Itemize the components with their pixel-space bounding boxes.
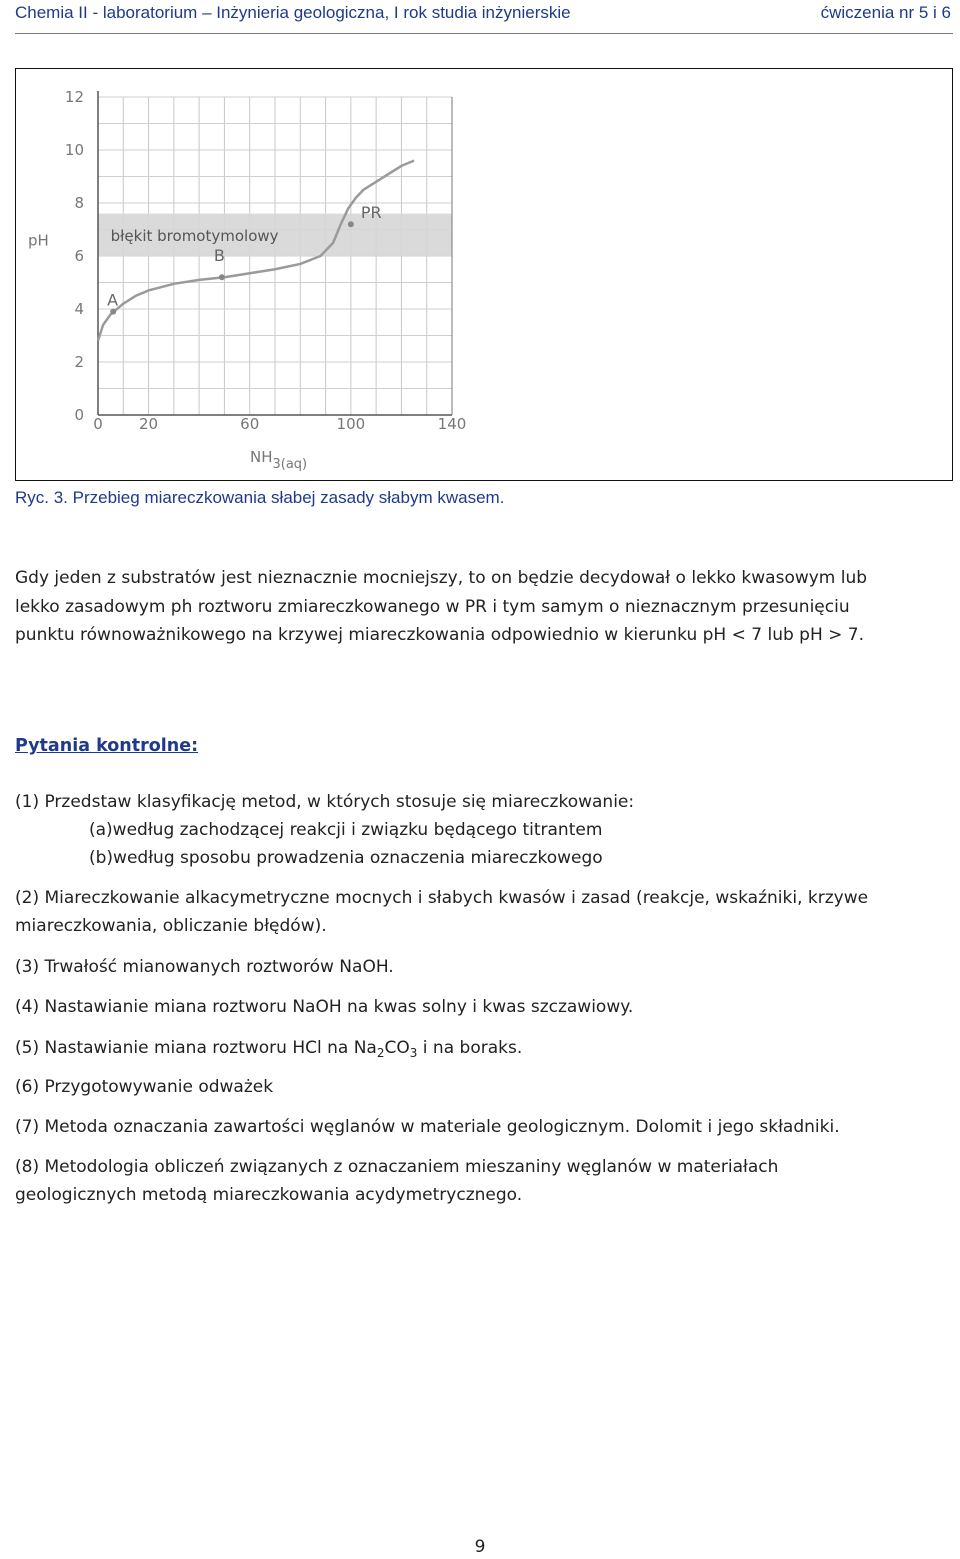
question-text: (1) Przedstaw klasyfikację metod, w których stosuje się miareczkowanie: xyxy=(15,792,635,812)
titration-chart xyxy=(16,69,952,480)
y-tick-label: 10 xyxy=(64,141,84,159)
question-subitem: (b)według sposobu prowadzenia oznaczenia miareczkowego xyxy=(89,848,603,868)
indicator-band-label: błękit bromotymolowy xyxy=(110,226,279,245)
q5-text-mid: CO xyxy=(384,1038,410,1058)
question-6 xyxy=(15,1073,950,1101)
question-text: (4) Nastawianie miana roztworu NaOH na kwas solny i kwas szczawiowy. xyxy=(15,997,634,1017)
q5-subscript: 3 xyxy=(409,1046,418,1060)
x-tick-label: 0 xyxy=(93,415,103,433)
y-axis-label: pH xyxy=(28,231,49,250)
y-tick-label: 6 xyxy=(74,247,84,265)
question-1 xyxy=(15,788,950,872)
question-text: geologicznych metodą miareczkowania acydymetrycznego. xyxy=(15,1185,523,1205)
x-axis-label-subscript: 3(aq) xyxy=(272,457,308,472)
question-7 xyxy=(15,1113,950,1141)
page-header xyxy=(15,0,953,34)
section-title-control-questions: Pytania kontrolne: xyxy=(15,736,199,756)
figure-frame xyxy=(15,68,953,481)
question-text: (8) Metodologia obliczeń związanych z oznaczaniem mieszaniny węglanów w materiałach xyxy=(15,1157,779,1177)
x-tick-label: 20 xyxy=(139,415,159,433)
question-text: (6) Przygotowywanie odważek xyxy=(15,1077,274,1097)
paragraph-line: punktu równoważnikowego na krzywej miareczkowania odpowiednio w kierunku pH < 7 lub pH > 7. xyxy=(15,625,865,645)
x-tick-label: 100 xyxy=(336,415,366,433)
question-4 xyxy=(15,993,950,1021)
question-text: (2) Miareczkowanie alkacymetryczne mocnych i słabych kwasów i zasad (reakcje, wskaźniki, krzywe xyxy=(15,888,869,908)
paragraph-line: lekko zasadowym ph roztworu zmiareczkowanego w PR i tym samym o nieznacznym przesunięciu xyxy=(15,596,850,617)
annotation-point xyxy=(219,274,225,280)
body-paragraph xyxy=(15,564,950,650)
question-text: miareczkowania, obliczanie błędów). xyxy=(15,916,327,936)
question-3 xyxy=(15,953,950,981)
y-tick-label: 8 xyxy=(74,194,84,212)
q5-text-end: i na boraks. xyxy=(417,1038,523,1058)
header-exercise-number: ćwiczenia nr 5 i 6 xyxy=(820,3,951,22)
annotation-label: PR xyxy=(360,203,382,223)
question-2 xyxy=(15,884,950,940)
question-8 xyxy=(15,1153,950,1209)
annotation-label: B xyxy=(213,246,225,266)
question-subitem: (a)według zachodzącej reakcji i związku będącego titrantem xyxy=(89,820,603,840)
header-course-title: Chemia II - laboratorium – Inżynieria geologiczna, I rok studia inżynierskie xyxy=(15,3,571,22)
question-5 xyxy=(15,1034,950,1067)
question-text xyxy=(15,1034,950,1067)
x-axis-label-base: NH xyxy=(250,448,273,466)
q5-subscript: 2 xyxy=(376,1046,385,1060)
y-tick-label: 4 xyxy=(74,300,84,318)
figure-caption: Ryc. 3. Przebieg miareczkowania słabej zasady słabym kwasem. xyxy=(15,488,505,507)
page-number: 9 xyxy=(474,1537,486,1557)
q5-text-start: (5) Nastawianie miana roztworu HCl na Na xyxy=(15,1038,377,1058)
annotation-label: A xyxy=(107,290,119,310)
paragraph-line: Gdy jeden z substratów jest nieznacznie mocniejszy, to on będzie decydował o lekko kwasowym lub xyxy=(15,568,868,588)
y-tick-label: 2 xyxy=(74,353,84,371)
question-text: (3) Trwałość mianowanych roztworów NaOH. xyxy=(15,957,394,977)
y-tick-label: 0 xyxy=(74,406,84,424)
x-tick-label: 60 xyxy=(240,415,260,433)
x-tick-label: 140 xyxy=(437,415,467,433)
question-text: (7) Metoda oznaczania zawartości węglanów w materiale geologicznym. Dolomit i jego składniki. xyxy=(15,1117,840,1137)
x-axis-label xyxy=(250,448,307,472)
y-tick-label: 12 xyxy=(64,88,84,106)
annotation-point xyxy=(348,221,354,227)
